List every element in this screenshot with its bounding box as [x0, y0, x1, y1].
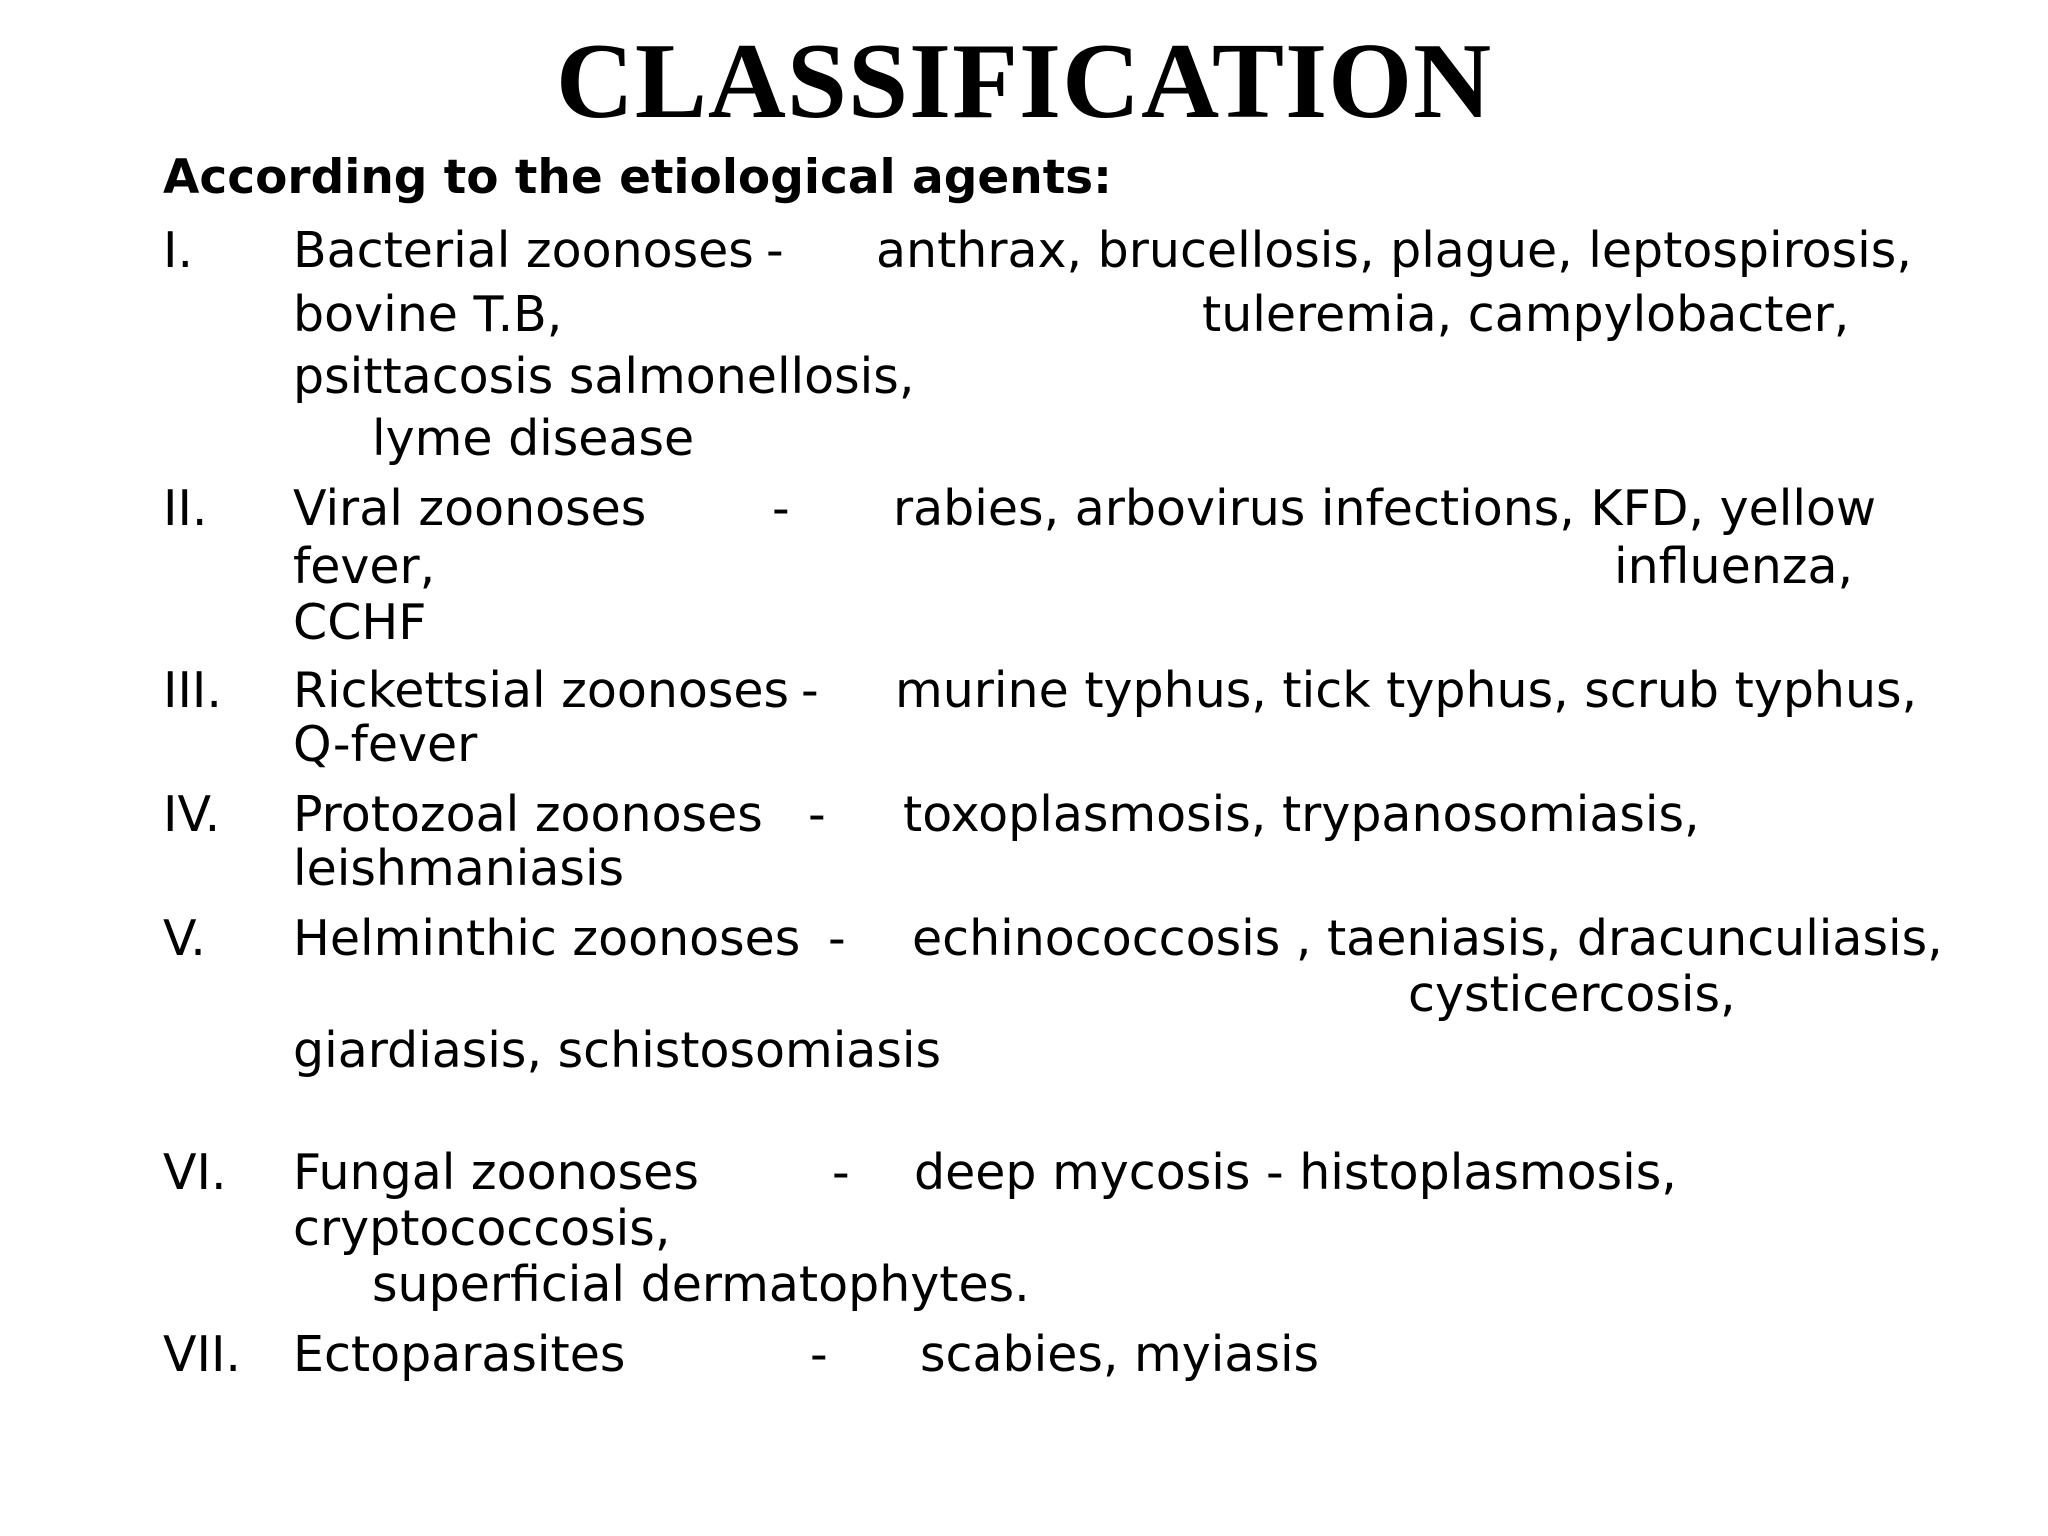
item-text: bovine T.B, — [293, 286, 563, 343]
item-name: Fungal zoonoses — [293, 1144, 699, 1201]
item-name: Bacterial zoonoses — [293, 222, 754, 279]
item-text: leishmaniasis — [293, 840, 625, 897]
item-name: Rickettsial zoonoses — [293, 662, 790, 719]
item-dash: - — [801, 662, 819, 719]
item-name: Ectoparasites — [293, 1326, 626, 1383]
item-text: lyme disease — [372, 410, 695, 467]
item-numeral: II. — [163, 480, 208, 537]
item-dash: - — [828, 910, 846, 967]
item-text: Q-fever — [293, 716, 478, 773]
slide-title: CLASSIFICATION — [555, 22, 1493, 141]
item-text: scabies, myiasis — [920, 1326, 1320, 1383]
item-numeral: VII. — [163, 1326, 241, 1383]
item-text: fever, — [293, 538, 436, 595]
item-text: CCHF — [293, 594, 427, 651]
item-dash: - — [766, 222, 784, 279]
item-numeral: I. — [163, 222, 194, 279]
item-text: murine typhus, tick typhus, scrub typhus, — [895, 662, 1918, 719]
item-numeral: V. — [163, 910, 206, 967]
item-text: psittacosis salmonellosis, — [293, 348, 915, 405]
item-name: Viral zoonoses — [293, 480, 647, 537]
item-text: superficial dermatophytes. — [372, 1256, 1030, 1313]
item-text: deep mycosis - histoplasmosis, — [914, 1144, 1677, 1201]
item-numeral: IV. — [163, 786, 221, 843]
item-name: Protozoal zoonoses — [293, 786, 763, 843]
item-dash: - — [808, 786, 826, 843]
item-numeral: III. — [163, 662, 222, 719]
item-dash: - — [810, 1326, 828, 1383]
item-name: Helminthic zoonoses — [293, 910, 801, 967]
item-text: toxoplasmosis, trypanosomiasis, — [903, 786, 1700, 843]
item-text: anthrax, brucellosis, plague, leptospirosis, — [876, 222, 1912, 279]
item-text: rabies, arbovirus infections, KFD, yellow — [893, 480, 1877, 537]
item-dash: - — [832, 1144, 850, 1201]
item-text: cysticercosis, — [1408, 966, 1736, 1023]
item-dash: - — [772, 480, 790, 537]
item-text: influenza, — [1614, 538, 1854, 595]
slide-subtitle: According to the etiological agents: — [163, 150, 1112, 205]
item-text: cryptococcosis, — [293, 1200, 671, 1257]
item-numeral: VI. — [163, 1144, 227, 1201]
item-text: echinococcosis , taeniasis, dracunculiasis, — [912, 910, 1943, 967]
item-text: tuleremia, campylobacter, — [1202, 286, 1850, 343]
item-text: giardiasis, schistosomiasis — [293, 1022, 942, 1079]
